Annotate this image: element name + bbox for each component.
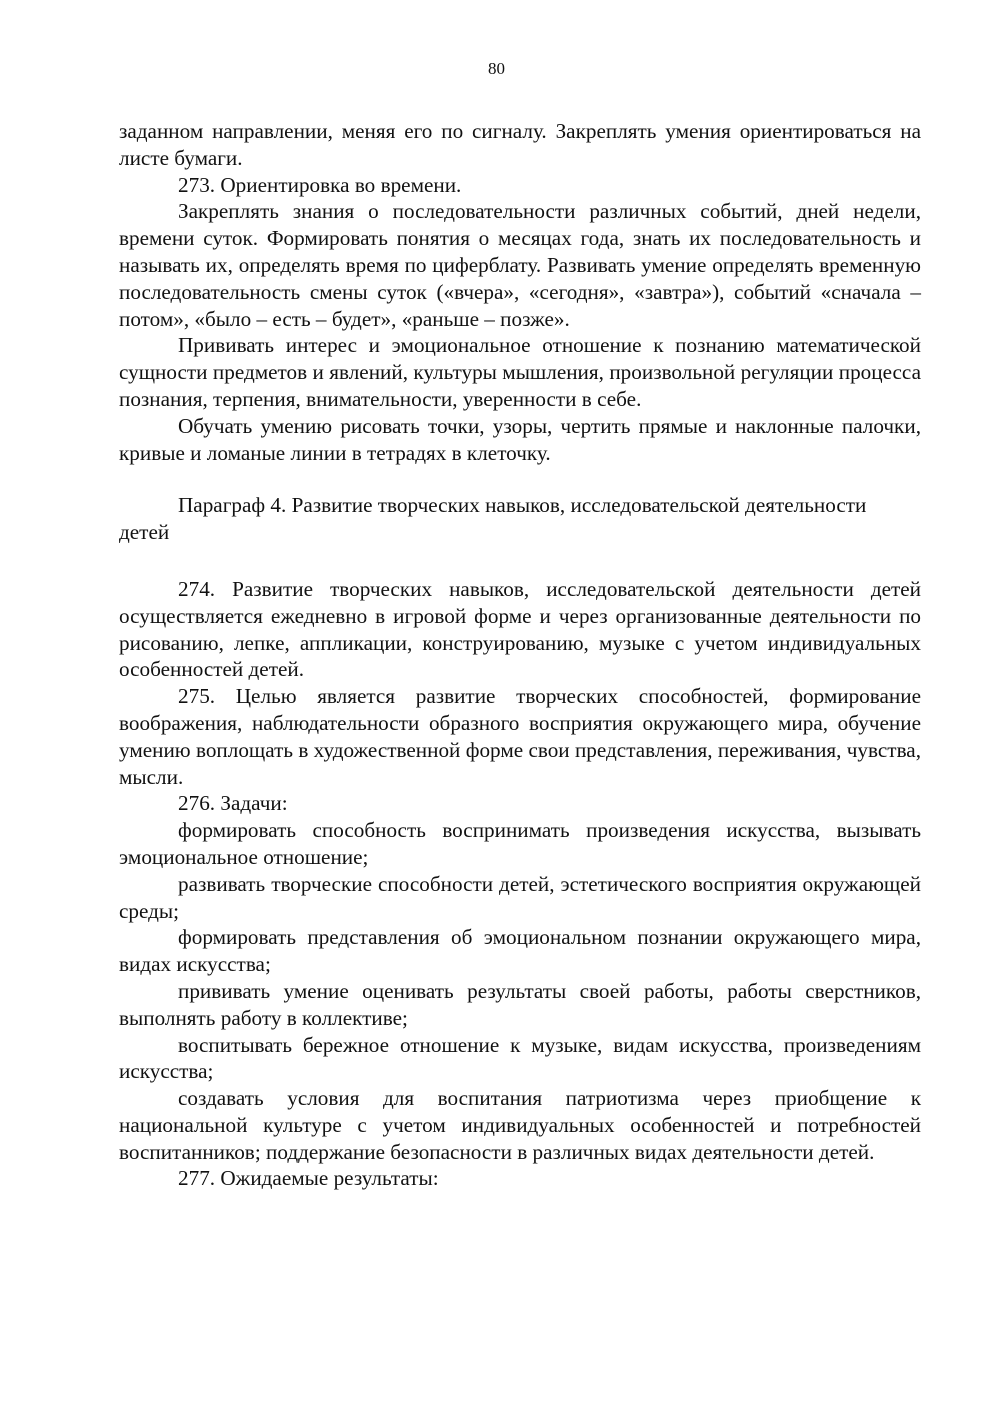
paragraph-continuation: заданном направлении, меняя его по сигналу. Закреплять умения ориентироваться на листе бумаги.	[119, 119, 921, 170]
task-item: создавать условия для воспитания патриотизма через приобщение к национальной культуре с учетом индивидуальных особенностей и потребностей воспитанников; поддержание безопасности в различных видах деятельности детей.	[119, 1086, 921, 1164]
paragraph-teach-drawing: Обучать умению рисовать точки, узоры, чертить прямые и наклонные палочки, кривые и ломаные линии в тетрадях в клеточку.	[119, 413, 921, 465]
task-item: прививать умение оценивать результаты своей работы, работы сверстников, выполнять работу в коллективе;	[119, 978, 921, 1030]
task-item: формировать способность воспринимать произведения искусства, вызывать эмоциональное отношение;	[119, 818, 921, 869]
paragraph-item-273: 273. Ориентировка во времени.	[178, 172, 462, 197]
task-item: развивать творческие способности детей, эстетического восприятия окружающей среды;	[119, 871, 921, 923]
page-number: 80	[488, 59, 505, 78]
document-body	[119, 118, 921, 1192]
task-item: формировать представления об эмоциональном познании окружающего мира, видах искусства;	[119, 925, 921, 977]
paragraph-item-274: 274. Развитие творческих навыков, исследовательской деятельности детей осуществляется ежедневно в игровой форме и через организованные деятельности по рисованию, лепке, аппликации, конструированию, музыке с учетом индивидуальных особенностей детей.	[119, 576, 921, 682]
paragraph-item-275: 275. Целью является развитие творческих способностей, формирование воображения, наблюдательности образного восприятия окружающего мира, обучение умению воплощать в художественной форме свои представления, переживания, чувства, мысли.	[119, 684, 921, 789]
task-item: воспитывать бережное отношение к музыке, видам искусства, произведениям искусства;	[119, 1032, 921, 1084]
paragraph-time-orientation: Закреплять знания о последовательности различных событий, дней недели, времени суток. Формировать понятия о месяцах года, знать их последовательность и называть их, определять время по циферблату. Развивать умение определять временную последовательность смены суток («вчера», «сегодня», «завтра»), событий «сначала – потом», «было – есть – будет», «раньше – позже».	[119, 199, 921, 331]
section-heading: Параграф 4. Развитие творческих навыков, исследовательской деятельности детей	[119, 493, 867, 545]
paragraph-item-276: 276. Задачи:	[178, 791, 288, 816]
paragraph-instill-interest: Прививать интерес и эмоциональное отношение к познанию математической сущности предметов и явлений, культуры мышления, произвольной регуляции процесса познания, терпения, внимательности, уверенности в себе.	[119, 333, 921, 411]
paragraph-item-277: 277. Ожидаемые результаты:	[178, 1166, 439, 1191]
